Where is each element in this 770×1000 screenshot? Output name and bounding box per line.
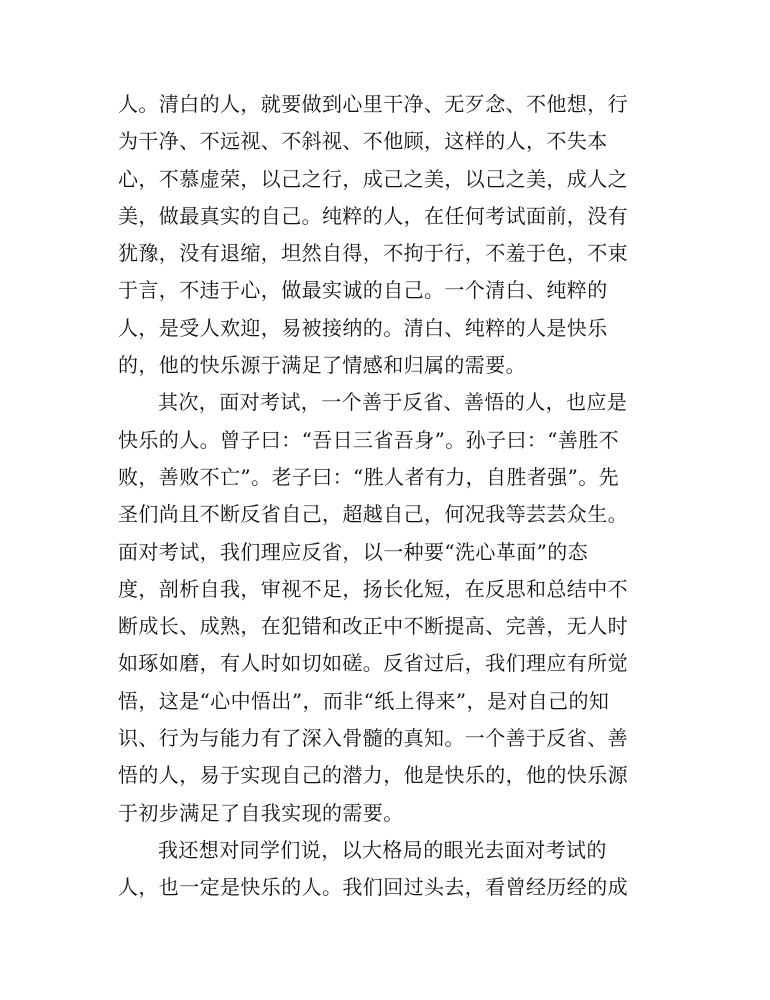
text-line: 于言，不违于心，做最实诚的自己。一个清白、纯粹的 [118,278,608,303]
paragraph-3 [118,832,648,907]
document-body [118,86,648,907]
text-line: 如琢如磨，有人时如切如磋。反省过后，我们理应有所觉 [118,651,628,676]
text-line: 识、行为与能力有了深入骨髓的真知。一个善于反省、善 [118,726,628,751]
text-line: 人，是受人欢迎，易被接纳的。清白、纯粹的人是快乐 [118,315,608,340]
text-line: 犹豫，没有退缩，坦然自得，不拘于行，不羞于色，不束 [118,241,628,266]
text-line: 败，善败不亡”。老子曰：“胜人者有力，自胜者强”。先 [118,464,620,489]
text-line: 我还想对同学们说，以大格局的眼光去面对考试的 [158,837,607,862]
paragraph-2 [118,384,648,832]
text-line: 人。清白的人，就要做到心里干净、无歹念、不他想，行 [118,92,628,116]
text-line: 其次，面对考试，一个善于反省、善悟的人，也应是 [158,390,628,415]
text-line: 为干净、不远视、不斜视、不他顾，这样的人，不失本 [118,129,608,154]
text-line: 快乐的人。曾子曰：“吾日三省吾身”。孙子曰：“善胜不 [118,427,620,452]
text-line: 悟，这是“心中悟出”，而非“纸上得来”，是对自己的知 [118,688,610,713]
paragraph-1 [118,86,648,384]
text-line: 于初步满足了自我实现的需要。 [118,800,404,825]
text-line: 悟的人，易于实现自己的潜力，他是快乐的，他的快乐源 [118,763,628,788]
text-line: 的，他的快乐源于满足了情感和归属的需要。 [118,353,526,378]
text-line: 心，不慕虚荣，以己之行，成己之美，以己之美，成人之 [118,166,628,191]
text-line: 美，做最真实的自己。纯粹的人，在任何考试面前，没有 [118,203,628,228]
text-line: 断成长、成熟，在犯错和改正中不断提高、完善，无人时 [118,614,628,639]
text-line: 圣们尚且不断反省自己，超越自己，何况我等芸芸众生。 [118,502,628,527]
text-line: 面对考试，我们理应反省，以一种要“洗心革面”的态 [118,539,589,564]
text-line: 人，也一定是快乐的人。我们回过头去，看曾经历经的成 [118,875,628,900]
text-line: 度，剖析自我，审视不足，扬长化短，在反思和总结中不 [118,576,628,601]
